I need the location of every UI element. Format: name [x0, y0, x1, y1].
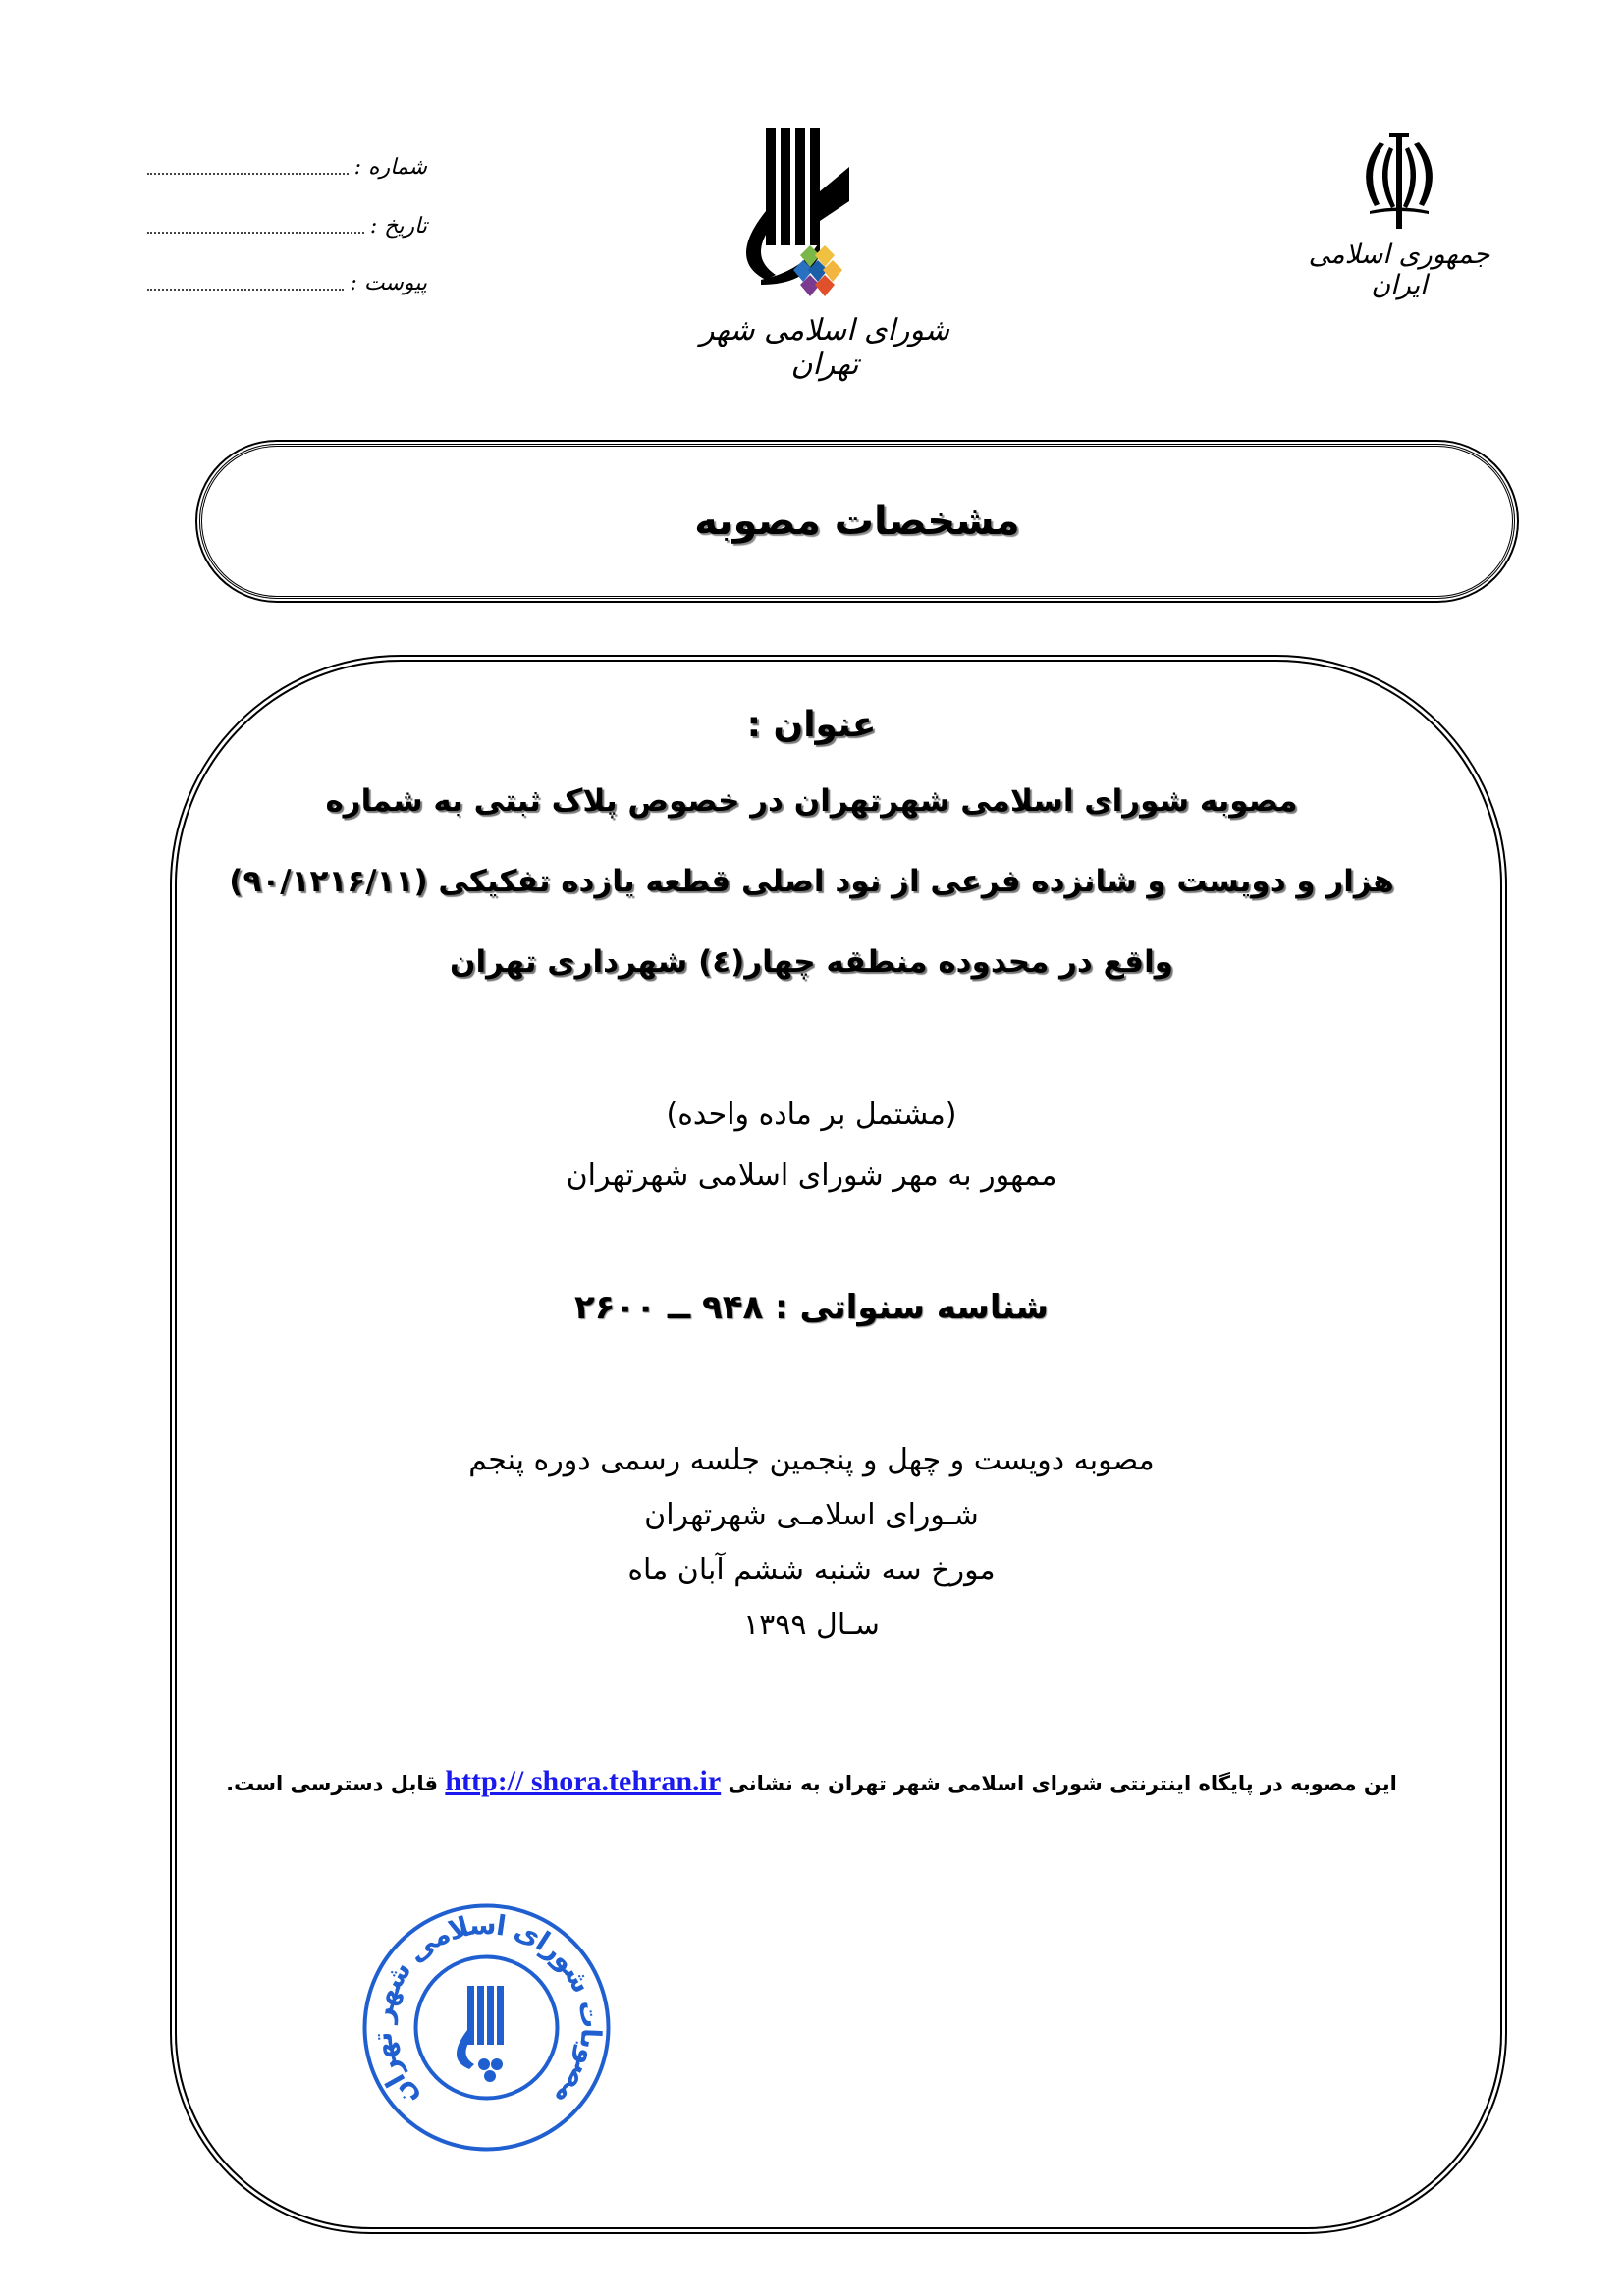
field-dots: [147, 218, 364, 234]
field-label: تاریخ :: [369, 213, 427, 239]
council-stamp: [361, 1902, 612, 2153]
number-field: [147, 147, 427, 187]
subject-line: واقع در محدوده منطقه چهار(٤) شهرداری تهران: [449, 944, 1174, 980]
session-line: شـورای اسلامـی شهرتهران: [644, 1498, 979, 1532]
session-line: مصوبه دویست و چهل و پنجمین جلسه رسمی دوره پنجم: [468, 1443, 1155, 1477]
stamp-text: مصوبات شورای اسلامی شهر تهران: [365, 1907, 609, 2114]
attachment-field: [147, 263, 427, 302]
date-field: [147, 206, 427, 245]
session-line: سـال ۱۳۹۹: [743, 1608, 880, 1642]
subject-line: هزار و دویست و شانزده فرعی از نود اصلی قطعه یازده تفکیکی (۹۰/۱۲۱۶/۱۱): [229, 864, 1394, 899]
emblem-caption: جمهوری اسلامی ایران: [1308, 240, 1490, 300]
stamp-icon: [361, 1902, 612, 2153]
web-note-after: قابل دسترسی است.: [226, 1772, 439, 1795]
iran-emblem-icon: [1350, 128, 1448, 236]
website-link[interactable]: http:// shora.tehran.ir: [445, 1765, 722, 1797]
web-note: [0, 1765, 1623, 1798]
field-dots: [147, 159, 349, 175]
field-label: پیوست :: [350, 270, 427, 295]
council-logo-text: شورای اسلامی شهر تهران: [700, 313, 949, 382]
sealed-note: ممهور به مهر شورای اسلامی شهرتهران: [566, 1158, 1057, 1193]
includes-note: (مشتمل بر ماده واحده): [666, 1097, 957, 1132]
subject-label: عنوان :: [746, 705, 877, 745]
field-dots: [147, 275, 344, 291]
page-title: مشخصات مصوبه: [694, 499, 1020, 544]
title-box: [199, 444, 1515, 599]
council-logo: [687, 123, 962, 382]
council-logo-icon: [687, 123, 962, 309]
session-line: مورخ سه شنبه ششم آبان ماه: [627, 1553, 996, 1587]
field-label: شماره :: [353, 154, 427, 180]
web-note-before: این مصوبه در پایگاه اینترنتی شورای اسلامی شهر تهران به نشانی: [728, 1772, 1397, 1795]
iran-emblem: [1286, 128, 1512, 304]
subject-line: مصوبه شورای اسلامی شهرتهران در خصوص پلاک ثبتی به شماره: [325, 783, 1298, 819]
annual-id: شناسه سنواتی : ۹۴۸ ــ ۲۶۰۰: [574, 1288, 1049, 1327]
